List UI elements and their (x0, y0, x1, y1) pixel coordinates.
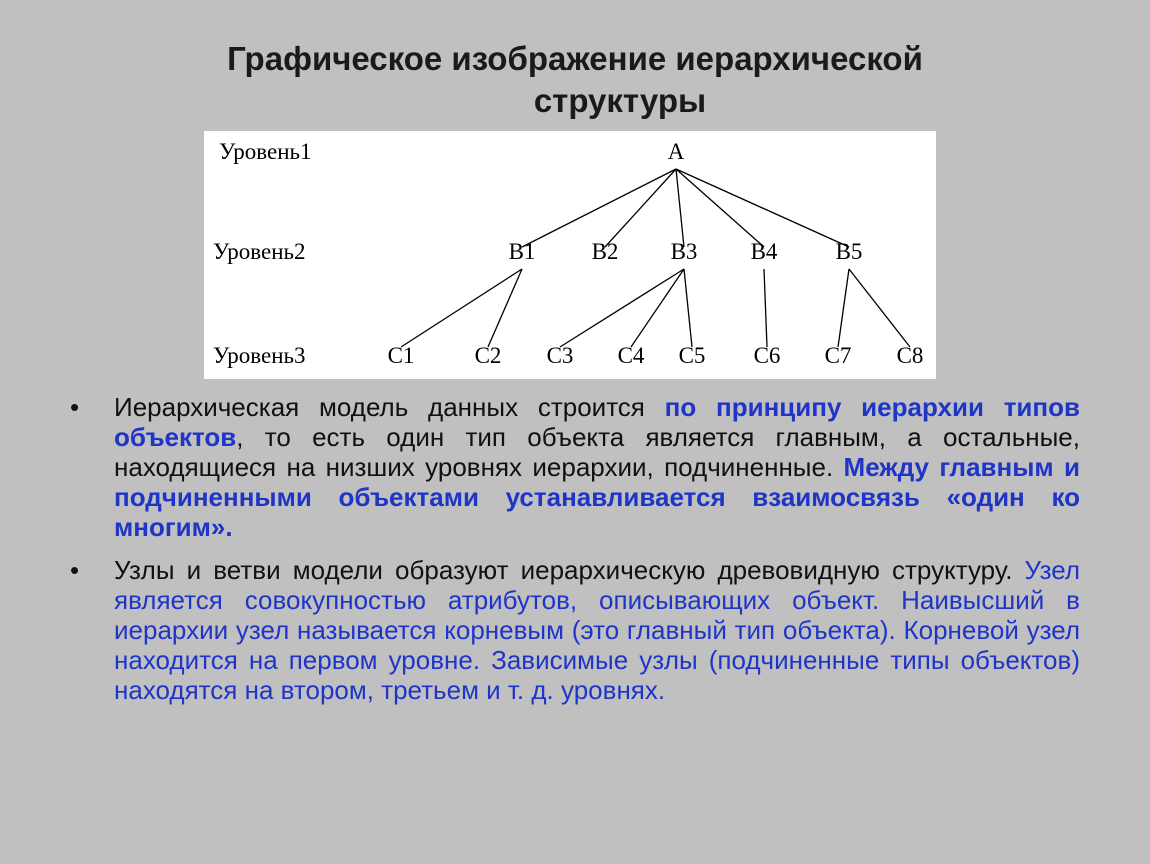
node-c6: C6 (753, 343, 781, 368)
node-b5: B5 (835, 239, 863, 264)
bullet-1-seg-3: , то есть один тип объекта является главным, а остальные, находящиеся на низших уровнях иерархии, подчиненные. (114, 422, 1080, 482)
edge-b5-c8 (849, 269, 910, 347)
node-c4: C4 (617, 343, 645, 368)
bullet-1-seg-2: по принципу иерархии типов объектов (114, 392, 1080, 452)
node-a: A (667, 139, 685, 164)
edge-b1-c1 (401, 269, 522, 347)
node-b2: B2 (591, 239, 619, 264)
node-b1: B1 (508, 239, 536, 264)
node-b4: B4 (750, 239, 778, 264)
level-label-1: Уровень1 (219, 139, 312, 164)
hierarchy-diagram (204, 131, 936, 379)
bullet-1-seg-1: Иерархическая модель данных строится (114, 392, 665, 422)
node-c8: C8 (896, 343, 924, 368)
edge-b3-c4 (631, 269, 684, 347)
slide-title-line-2: структуры (533, 82, 707, 119)
node-c3: C3 (546, 343, 574, 368)
bullet-2-seg-1: Узлы и ветви модели образуют иерархическую древовидную структуру. (114, 555, 1025, 585)
hierarchy-tree (204, 131, 936, 379)
edge-a-b2 (605, 169, 676, 247)
node-c1: C1 (387, 343, 415, 368)
slide-title-line-1: Графическое изображение иерархической (227, 40, 923, 77)
edge-a-b4 (676, 169, 764, 247)
edge-b4-c6 (764, 269, 767, 347)
edge-b5-c7 (838, 269, 849, 347)
edge-b3-c5 (684, 269, 692, 347)
edge-a-b3 (676, 169, 684, 247)
description-text (70, 392, 1080, 718)
bullet-1 (70, 392, 1080, 542)
bullet-marker: • (70, 392, 80, 422)
node-b3: B3 (670, 239, 698, 264)
bullet-1-seg-4: Между главным и подчиненными объектами устанавливается взаимосвязь «один ко многим». (114, 452, 1080, 542)
edge-b3-c3 (560, 269, 684, 347)
edge-a-b5 (676, 169, 849, 247)
node-c2: C2 (474, 343, 502, 368)
level-label-2: Уровень2 (213, 239, 306, 264)
edge-a-b1 (522, 169, 676, 247)
bullet-2-seg-2: Узел является совокупностью атрибутов, описывающих объект. Наивысший в иерархии узел называется корневым (это главный тип объекта). Корневой узел находится на первом уровне. Зависимые узлы (подчиненные типы объектов) находятся на втором, третьем и т. д. уровнях. (114, 555, 1080, 705)
node-c7: C7 (824, 343, 852, 368)
level-label-3: Уровень3 (213, 343, 306, 368)
bullet-2 (70, 555, 1080, 705)
node-c5: C5 (678, 343, 706, 368)
bullet-marker: • (70, 555, 80, 585)
slide-title (0, 38, 1150, 122)
